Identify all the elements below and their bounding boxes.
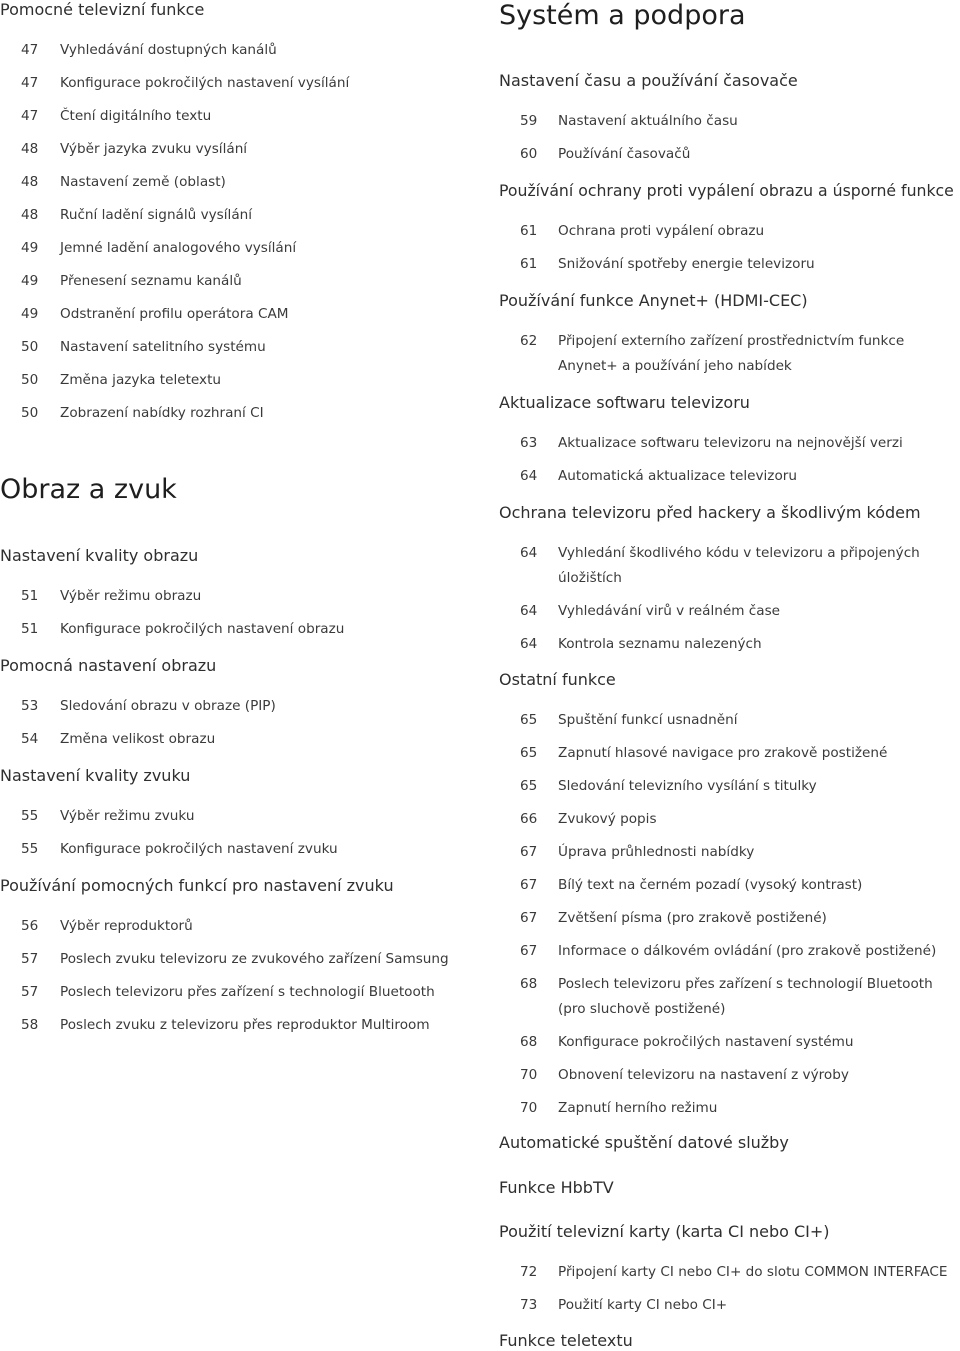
page-number: 57 xyxy=(21,984,39,1000)
page-number: 73 xyxy=(520,1297,538,1313)
item-title: Nastavení aktuálního času xyxy=(558,113,738,129)
item-title: Kontrola seznamu nalezených xyxy=(558,636,762,652)
page-number: 62 xyxy=(520,333,538,349)
toc-item[interactable] xyxy=(0,302,470,335)
item-title: Zapnutí hlasové navigace pro zrakově postižené xyxy=(558,745,888,761)
toc-section xyxy=(499,181,960,285)
page-number: 64 xyxy=(520,468,538,484)
toc-item[interactable] xyxy=(499,1096,960,1129)
section-title: Používání ochrany proti vypálení obrazu a úsporné funkce xyxy=(499,181,954,200)
page-number: 59 xyxy=(520,113,538,129)
item-title: Poslech zvuku televizoru ze zvukového zařízení Samsung xyxy=(60,951,449,967)
page-number: 47 xyxy=(21,75,39,91)
toc-section xyxy=(499,1133,960,1153)
section-title: Používání pomocných funkcí pro nastavení zvuku xyxy=(0,876,394,895)
item-title: Automatická aktualizace televizoru xyxy=(558,468,797,484)
section-title: Nastavení kvality obrazu xyxy=(0,546,199,565)
item-title: Čtení digitálního textu xyxy=(60,108,212,124)
page-number: 64 xyxy=(520,603,538,619)
chapter-title: Systém a podpora xyxy=(499,0,746,31)
toc-item[interactable] xyxy=(0,269,470,302)
toc-item[interactable] xyxy=(0,1013,470,1046)
item-title: Vyhledávání virů v reálném čase xyxy=(558,603,781,619)
section-title: Nastavení času a používání časovače xyxy=(499,71,798,90)
page-number: 68 xyxy=(520,1034,538,1050)
toc-item[interactable] xyxy=(499,1293,960,1326)
item-title: Bílý text na černém pozadí (vysoký kontrast) xyxy=(558,877,863,893)
item-title: Konfigurace pokročilých nastavení systému xyxy=(558,1034,854,1050)
section-title: Pomocná nastavení obrazu xyxy=(0,656,217,675)
toc-section xyxy=(499,503,960,665)
page-number: 67 xyxy=(520,844,538,860)
item-title: Odstranění profilu operátora CAM xyxy=(60,306,289,322)
item-title: Změna velikost obrazu xyxy=(60,731,216,747)
toc-item[interactable] xyxy=(0,980,470,1013)
toc-item[interactable] xyxy=(0,71,470,104)
toc-item[interactable] xyxy=(0,236,470,269)
item-title: Informace o dálkovém ovládání (pro zrakově postižené) xyxy=(558,943,937,959)
toc-item[interactable] xyxy=(499,873,960,906)
item-title: Poslech televizoru přes zařízení s technologií Bluetooth (pro sluchově postižené) xyxy=(558,976,933,1017)
item-title: Ruční ladění signálů vysílání xyxy=(60,207,253,223)
item-title: Použití karty CI nebo CI+ xyxy=(558,1297,728,1313)
toc-item[interactable] xyxy=(0,137,470,170)
item-title: Zvětšení písma (pro zrakově postižené) xyxy=(558,910,827,926)
item-title: Výběr režimu obrazu xyxy=(60,588,202,604)
section-title: Použití televizní karty (karta CI nebo CI+) xyxy=(499,1222,830,1241)
section-title: Funkce HbbTV xyxy=(499,1178,614,1197)
item-title: Konfigurace pokročilých nastavení zvuku xyxy=(60,841,338,857)
toc-item[interactable] xyxy=(499,599,960,632)
toc-section xyxy=(499,71,960,175)
page-number: 61 xyxy=(520,223,538,239)
toc-section xyxy=(499,291,960,387)
item-title: Vyhledávání dostupných kanálů xyxy=(60,42,277,58)
page-number: 61 xyxy=(520,256,538,272)
item-title: Poslech televizoru přes zařízení s technologií Bluetooth xyxy=(60,984,435,1000)
page-number: 68 xyxy=(520,976,538,992)
page-number: 65 xyxy=(520,778,538,794)
toc-item[interactable] xyxy=(0,104,470,137)
toc-section xyxy=(499,670,960,1129)
item-title: Nastavení satelitního systému xyxy=(60,339,266,355)
page-number: 55 xyxy=(21,808,39,824)
item-title: Nastavení země (oblast) xyxy=(60,174,226,190)
toc-section xyxy=(0,546,470,650)
toc-section xyxy=(499,1331,960,1351)
chapter-title: Obraz a zvuk xyxy=(0,474,177,505)
toc-item[interactable] xyxy=(499,219,960,252)
item-title: Výběr jazyka zvuku vysílání xyxy=(60,141,248,157)
page-number: 67 xyxy=(520,910,538,926)
toc-item[interactable] xyxy=(0,947,470,980)
section-title: Ostatní funkce xyxy=(499,670,616,689)
page-number: 65 xyxy=(520,745,538,761)
toc-item[interactable] xyxy=(499,906,960,939)
toc-item[interactable] xyxy=(499,708,960,741)
item-title: Poslech zvuku z televizoru přes reproduktor Multiroom xyxy=(60,1017,430,1033)
toc-item[interactable] xyxy=(499,1063,960,1096)
page-number: 63 xyxy=(520,435,538,451)
toc-item[interactable] xyxy=(0,727,470,760)
page-number: 53 xyxy=(21,698,39,714)
item-title: Obnovení televizoru na nastavení z výroby xyxy=(558,1067,849,1083)
section-title: Automatické spuštění datové služby xyxy=(499,1133,789,1152)
toc-section xyxy=(499,393,960,497)
section-title: Pomocné televizní funkce xyxy=(0,0,205,19)
page-number: 64 xyxy=(520,545,538,561)
item-title: Jemné ladění analogového vysílání xyxy=(60,240,297,256)
toc-item[interactable] xyxy=(499,252,960,285)
toc-section xyxy=(499,1178,960,1198)
page-number: 70 xyxy=(520,1067,538,1083)
page-number: 65 xyxy=(520,712,538,728)
page-number: 50 xyxy=(21,339,39,355)
section-title: Aktualizace softwaru televizoru xyxy=(499,393,750,412)
toc-item[interactable] xyxy=(0,584,470,617)
item-title: Spuštění funkcí usnadnění xyxy=(558,712,738,728)
toc-item[interactable] xyxy=(499,109,960,142)
page-number: 51 xyxy=(21,588,39,604)
item-title: Aktualizace softwaru televizoru na nejnovější verzi xyxy=(558,435,903,451)
item-title: Výběr režimu zvuku xyxy=(60,808,195,824)
item-title: Vyhledání škodlivého kódu v televizoru a připojených úložištích xyxy=(558,545,920,586)
page-number: 58 xyxy=(21,1017,39,1033)
toc-item[interactable] xyxy=(0,914,470,947)
item-title: Změna jazyka teletextu xyxy=(60,372,222,388)
item-title: Snižování spotřeby energie televizoru xyxy=(558,256,815,272)
toc-item[interactable] xyxy=(499,464,960,497)
item-title: Zobrazení nabídky rozhraní CI xyxy=(60,405,264,421)
toc-item[interactable] xyxy=(499,1030,960,1063)
item-title: Přenesení seznamu kanálů xyxy=(60,273,242,289)
page-number: 57 xyxy=(21,951,39,967)
toc-item[interactable] xyxy=(0,617,470,650)
section-title: Ochrana televizoru před hackery a škodlivým kódem xyxy=(499,503,921,522)
page-number: 51 xyxy=(21,621,39,637)
page-number: 49 xyxy=(21,273,39,289)
page-number: 48 xyxy=(21,174,39,190)
item-title: Úprava průhlednosti nabídky xyxy=(558,844,755,860)
item-title: Sledování obrazu v obraze (PIP) xyxy=(60,698,276,714)
page-number: 55 xyxy=(21,841,39,857)
item-title: Připojení externího zařízení prostřednictvím funkce Anynet+ a používání jeho nabídek xyxy=(558,333,905,374)
toc-item[interactable] xyxy=(499,142,960,175)
section-title: Používání funkce Anynet+ (HDMI-CEC) xyxy=(499,291,808,310)
page-number: 56 xyxy=(21,918,39,934)
page-number: 49 xyxy=(21,306,39,322)
toc-item[interactable] xyxy=(499,939,960,972)
item-title: Používání časovačů xyxy=(558,146,691,162)
item-title: Sledování televizního vysílání s titulky xyxy=(558,778,817,794)
toc-item[interactable] xyxy=(499,774,960,807)
page-number: 48 xyxy=(21,207,39,223)
toc-item[interactable] xyxy=(0,368,470,401)
section-title: Funkce teletextu xyxy=(499,1331,633,1350)
toc-section xyxy=(499,1222,960,1326)
toc-item[interactable] xyxy=(499,632,960,665)
toc-item[interactable] xyxy=(499,431,960,464)
toc-item[interactable] xyxy=(0,401,470,434)
page-number: 47 xyxy=(21,108,39,124)
toc-item[interactable] xyxy=(0,804,470,837)
toc-item[interactable] xyxy=(0,203,470,236)
page-number: 67 xyxy=(520,943,538,959)
page-number: 54 xyxy=(21,731,39,747)
page-number: 50 xyxy=(21,372,39,388)
toc-item[interactable] xyxy=(499,741,960,774)
page-number: 49 xyxy=(21,240,39,256)
toc-section xyxy=(0,876,470,1046)
page-number: 64 xyxy=(520,636,538,652)
toc-section xyxy=(0,656,470,760)
toc-item[interactable] xyxy=(499,807,960,840)
toc-item[interactable] xyxy=(0,38,470,71)
item-title: Zvukový popis xyxy=(558,811,657,827)
page-number: 66 xyxy=(520,811,538,827)
toc-item[interactable] xyxy=(0,837,470,870)
toc-item[interactable] xyxy=(499,329,960,387)
toc-section xyxy=(0,766,470,870)
toc-item[interactable] xyxy=(499,541,960,599)
item-title: Konfigurace pokročilých nastavení vysílání xyxy=(60,75,350,91)
item-title: Konfigurace pokročilých nastavení obrazu xyxy=(60,621,345,637)
toc-item[interactable] xyxy=(499,972,960,1030)
toc-item[interactable] xyxy=(499,840,960,873)
page-number: 72 xyxy=(520,1264,538,1280)
section-title: Nastavení kvality zvuku xyxy=(0,766,191,785)
toc-item[interactable] xyxy=(0,335,470,368)
toc-item[interactable] xyxy=(499,1260,960,1293)
item-title: Zapnutí herního režimu xyxy=(558,1100,718,1116)
page-number: 70 xyxy=(520,1100,538,1116)
page-number: 60 xyxy=(520,146,538,162)
page-number: 47 xyxy=(21,42,39,58)
toc-item[interactable] xyxy=(0,170,470,203)
item-title: Ochrana proti vypálení obrazu xyxy=(558,223,765,239)
toc-item[interactable] xyxy=(0,694,470,727)
item-title: Výběr reproduktorů xyxy=(60,918,193,934)
page-number: 50 xyxy=(21,405,39,421)
page-number: 67 xyxy=(520,877,538,893)
item-title: Připojení karty CI nebo CI+ do slotu COMMON INTERFACE xyxy=(558,1264,948,1280)
toc-section xyxy=(0,0,470,434)
page-number: 48 xyxy=(21,141,39,157)
